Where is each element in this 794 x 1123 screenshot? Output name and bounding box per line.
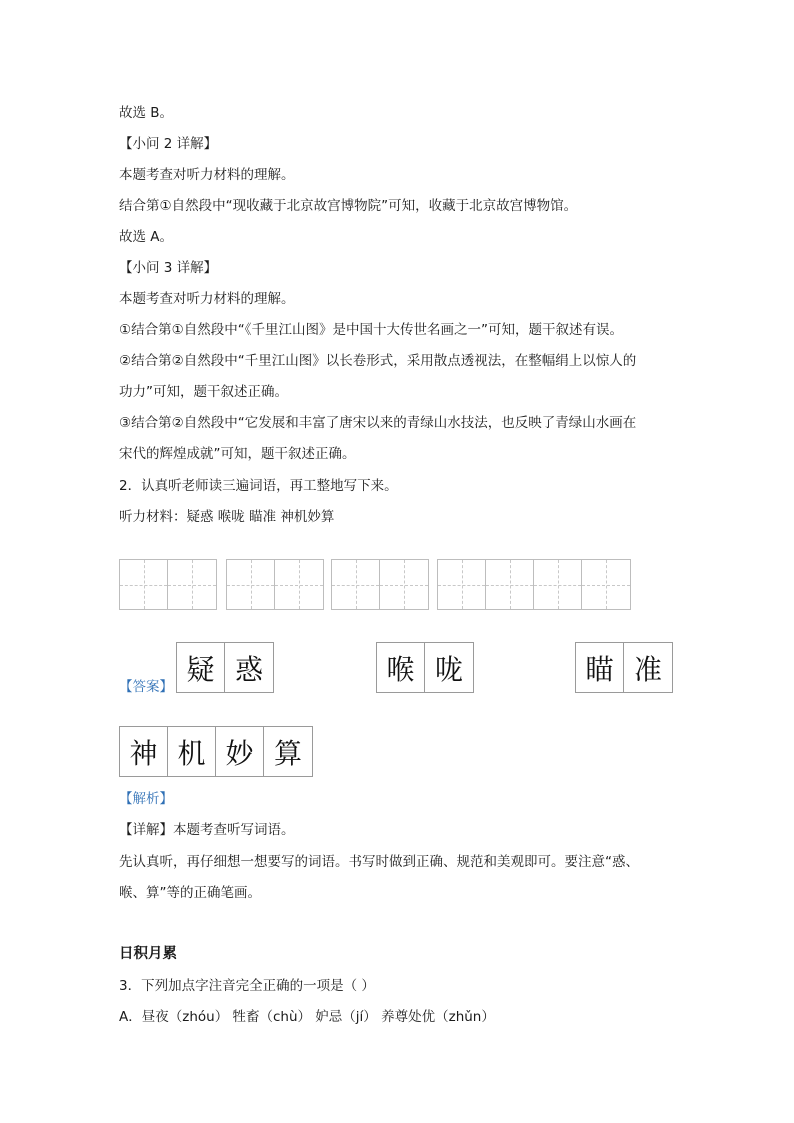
answer-char: 神: [120, 727, 168, 776]
writing-grid-3[interactable]: [331, 559, 429, 610]
answer-char: 疑: [177, 643, 225, 692]
answer-word-3: [575, 642, 673, 693]
writing-grid-1[interactable]: [119, 559, 217, 610]
analysis-label: 【解析】: [119, 791, 173, 807]
grid-cell[interactable]: [120, 560, 168, 609]
subquestion-heading: 【小问 3 详解】: [119, 260, 218, 276]
grid-cell[interactable]: [168, 560, 216, 609]
detail-paragraph: 先认真听，再仔细想一想要写的词语。书写时做到正确、规范和美观即可。要注意“惑、: [119, 854, 639, 870]
text-line: 故选 B。: [119, 105, 174, 121]
detail-line: [119, 821, 295, 839]
option-a: A．昼夜（zhóu） 牲畜（chù） 妒忌（jí） 养尊处优（zhǔn）: [119, 1009, 495, 1025]
answer-char: 喉: [377, 643, 425, 692]
grid-cell[interactable]: [275, 560, 323, 609]
text-line: 宋代的辉煌成就”可知，题干叙述正确。: [119, 446, 356, 462]
text-line: ①结合第①自然段中“《千里江山图》是中国十大传世名画之一”可知，题干叙述有误。: [119, 322, 623, 338]
question-2: 2．认真听老师读三遍词语，再工整地写下来。: [119, 478, 398, 494]
text-line: 故选 A。: [119, 229, 174, 245]
writing-grid-4[interactable]: [437, 559, 631, 610]
grid-cell[interactable]: [534, 560, 582, 609]
grid-cell[interactable]: [332, 560, 380, 609]
detail-paragraph: 喉、算”等的正确笔画。: [119, 885, 261, 901]
section-title: 日积月累: [119, 946, 177, 962]
text-line: 本题考查对听力材料的理解。: [119, 167, 295, 183]
answer-char: 瞄: [576, 643, 624, 692]
answer-label: 【答案】: [119, 679, 173, 695]
answer-word-2: [376, 642, 474, 693]
answer-word-4: [119, 726, 313, 777]
grid-cell[interactable]: [380, 560, 428, 609]
text-line: 功力”可知，题干叙述正确。: [119, 384, 288, 400]
grid-cell[interactable]: [227, 560, 275, 609]
answer-char: 妙: [216, 727, 264, 776]
answer-char: 惑: [234, 652, 263, 686]
subquestion-heading: 【小问 2 详解】: [119, 136, 218, 152]
grid-cell[interactable]: [582, 560, 630, 609]
answer-char: 咙: [434, 652, 463, 686]
detail-text: 本题考查听写词语。: [173, 822, 295, 838]
text-line: 结合第①自然段中“现收藏于北京故宫博物院”可知，收藏于北京故宫博物馆。: [119, 198, 578, 214]
text-line: ③结合第②自然段中“它发展和丰富了唐宋以来的青绿山水技法，也反映了青绿山水画在: [119, 415, 637, 431]
answer-word-1: [176, 642, 274, 693]
question-3: 3．下列加点字注音完全正确的一项是（ ）: [119, 978, 375, 994]
answer-char: 机: [168, 727, 216, 776]
text-line: ②结合第②自然段中“千里江山图》以长卷形式，采用散点透视法，在整幅绢上以惊人的: [119, 353, 637, 369]
grid-cell[interactable]: [486, 560, 534, 609]
writing-grid-2[interactable]: [226, 559, 324, 610]
grid-cell[interactable]: [438, 560, 486, 609]
text-line: 本题考查对听力材料的理解。: [119, 291, 295, 307]
listening-material: 听力材料：疑惑 喉咙 瞄准 神机妙算: [119, 509, 335, 525]
detail-label: 【详解】: [119, 822, 173, 838]
answer-char: 准: [633, 652, 662, 686]
answer-char: 算: [273, 736, 302, 770]
